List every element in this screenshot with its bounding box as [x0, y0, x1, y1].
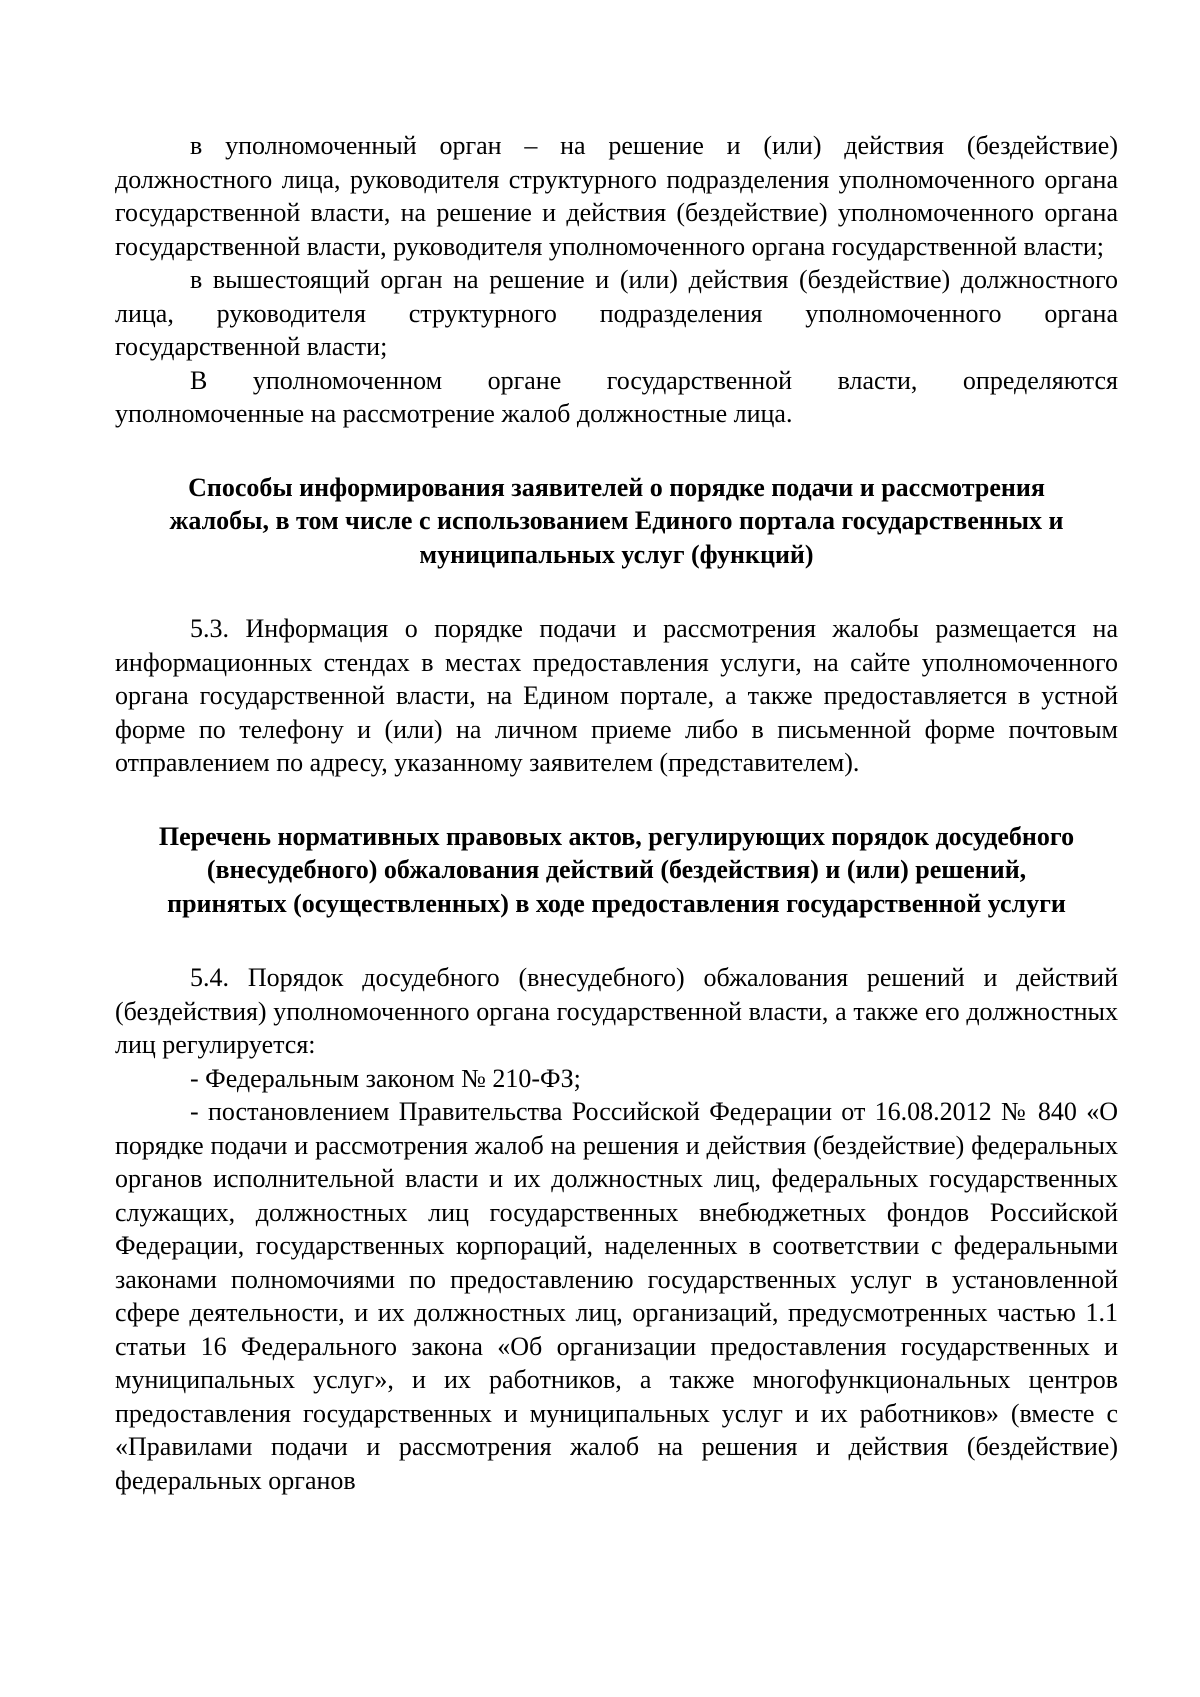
paragraph-5-3: 5.3. Информация о порядке подачи и рассмотрения жалобы размещается на информационных стендах в местах предоставления услуги, на сайте уполномоченного органа государственной власти, на Едином портале, а также предоставляется в устной форме по телефону и (или) на личном приеме либо в письменной форме почтовым отправлением по адресу, указанному заявителем (представителем). — [115, 614, 1118, 777]
section-heading-informing — [115, 471, 1118, 572]
document-page — [115, 129, 1118, 1497]
section-heading-acts — [115, 820, 1118, 921]
heading-acts: Перечень нормативных правовых актов, регулирующих порядок досудебного (внесудебного) обжалования действий (бездействия) и (или) решений, принятых (осуществленных) в ходе предоставления государственной услуги — [158, 821, 1075, 918]
list-item-federal-law: - Федеральным законом № 210-ФЗ; — [190, 1063, 581, 1093]
paragraph-authorized-officials: В уполномоченном органе государственной власти, определяются уполномоченные на рассмотрение жалоб должностные лица. — [115, 365, 1118, 428]
list-item-government-resolution: - постановлением Правительства Российской Федерации от 16.08.2012 № 840 «О порядке подачи и рассмотрения жалоб на решения и действия (бездействие) федеральных органов исполнительной власти и их должностных лиц, федеральных государственных служащих, должностных лиц государственных внебюджетных фондов Российской Федерации, государственных корпораций, наделенных в соответствии с федеральными законами полномочиями по предоставлению государственных услуг в установленной сфере деятельности, и их должностных лиц, организаций, предусмотренных частью 1.1 статьи 16 Федерального закона «Об организации предоставления государственных и муниципальных услуг», и их работников, а также многофункциональных центров предоставления государственных и муниципальных услуг и их работников» (вместе с «Правилами подачи и рассмотрения жалоб на решения и действия (бездействие) федеральных органов — [115, 1097, 1118, 1495]
paragraph-authorized-body: в уполномоченный орган – на решение и (или) действия (бездействие) должностного лица, руководителя структурного подразделения уполномоченного органа государственной власти, на решение и действия (бездействие) уполномоченного органа государственной власти, руководителя уполномоченного органа государственной власти; — [115, 131, 1118, 261]
heading-informing: Способы информирования заявителей о порядке подачи и рассмотрения жалобы, в том числе с использованием Единого портала государственных и муниципальных услуг (функций) — [169, 472, 1064, 569]
paragraph-superior-body: в вышестоящий орган на решение и (или) действия (бездействие) должностного лица, руководителя структурного подразделения уполномоченного органа государственной власти; — [115, 265, 1118, 361]
paragraph-5-4: 5.4. Порядок досудебного (внесудебного) обжалования решений и действий (бездействия) уполномоченного органа государственной власти, а также его должностных лиц регулируется: — [115, 963, 1118, 1059]
